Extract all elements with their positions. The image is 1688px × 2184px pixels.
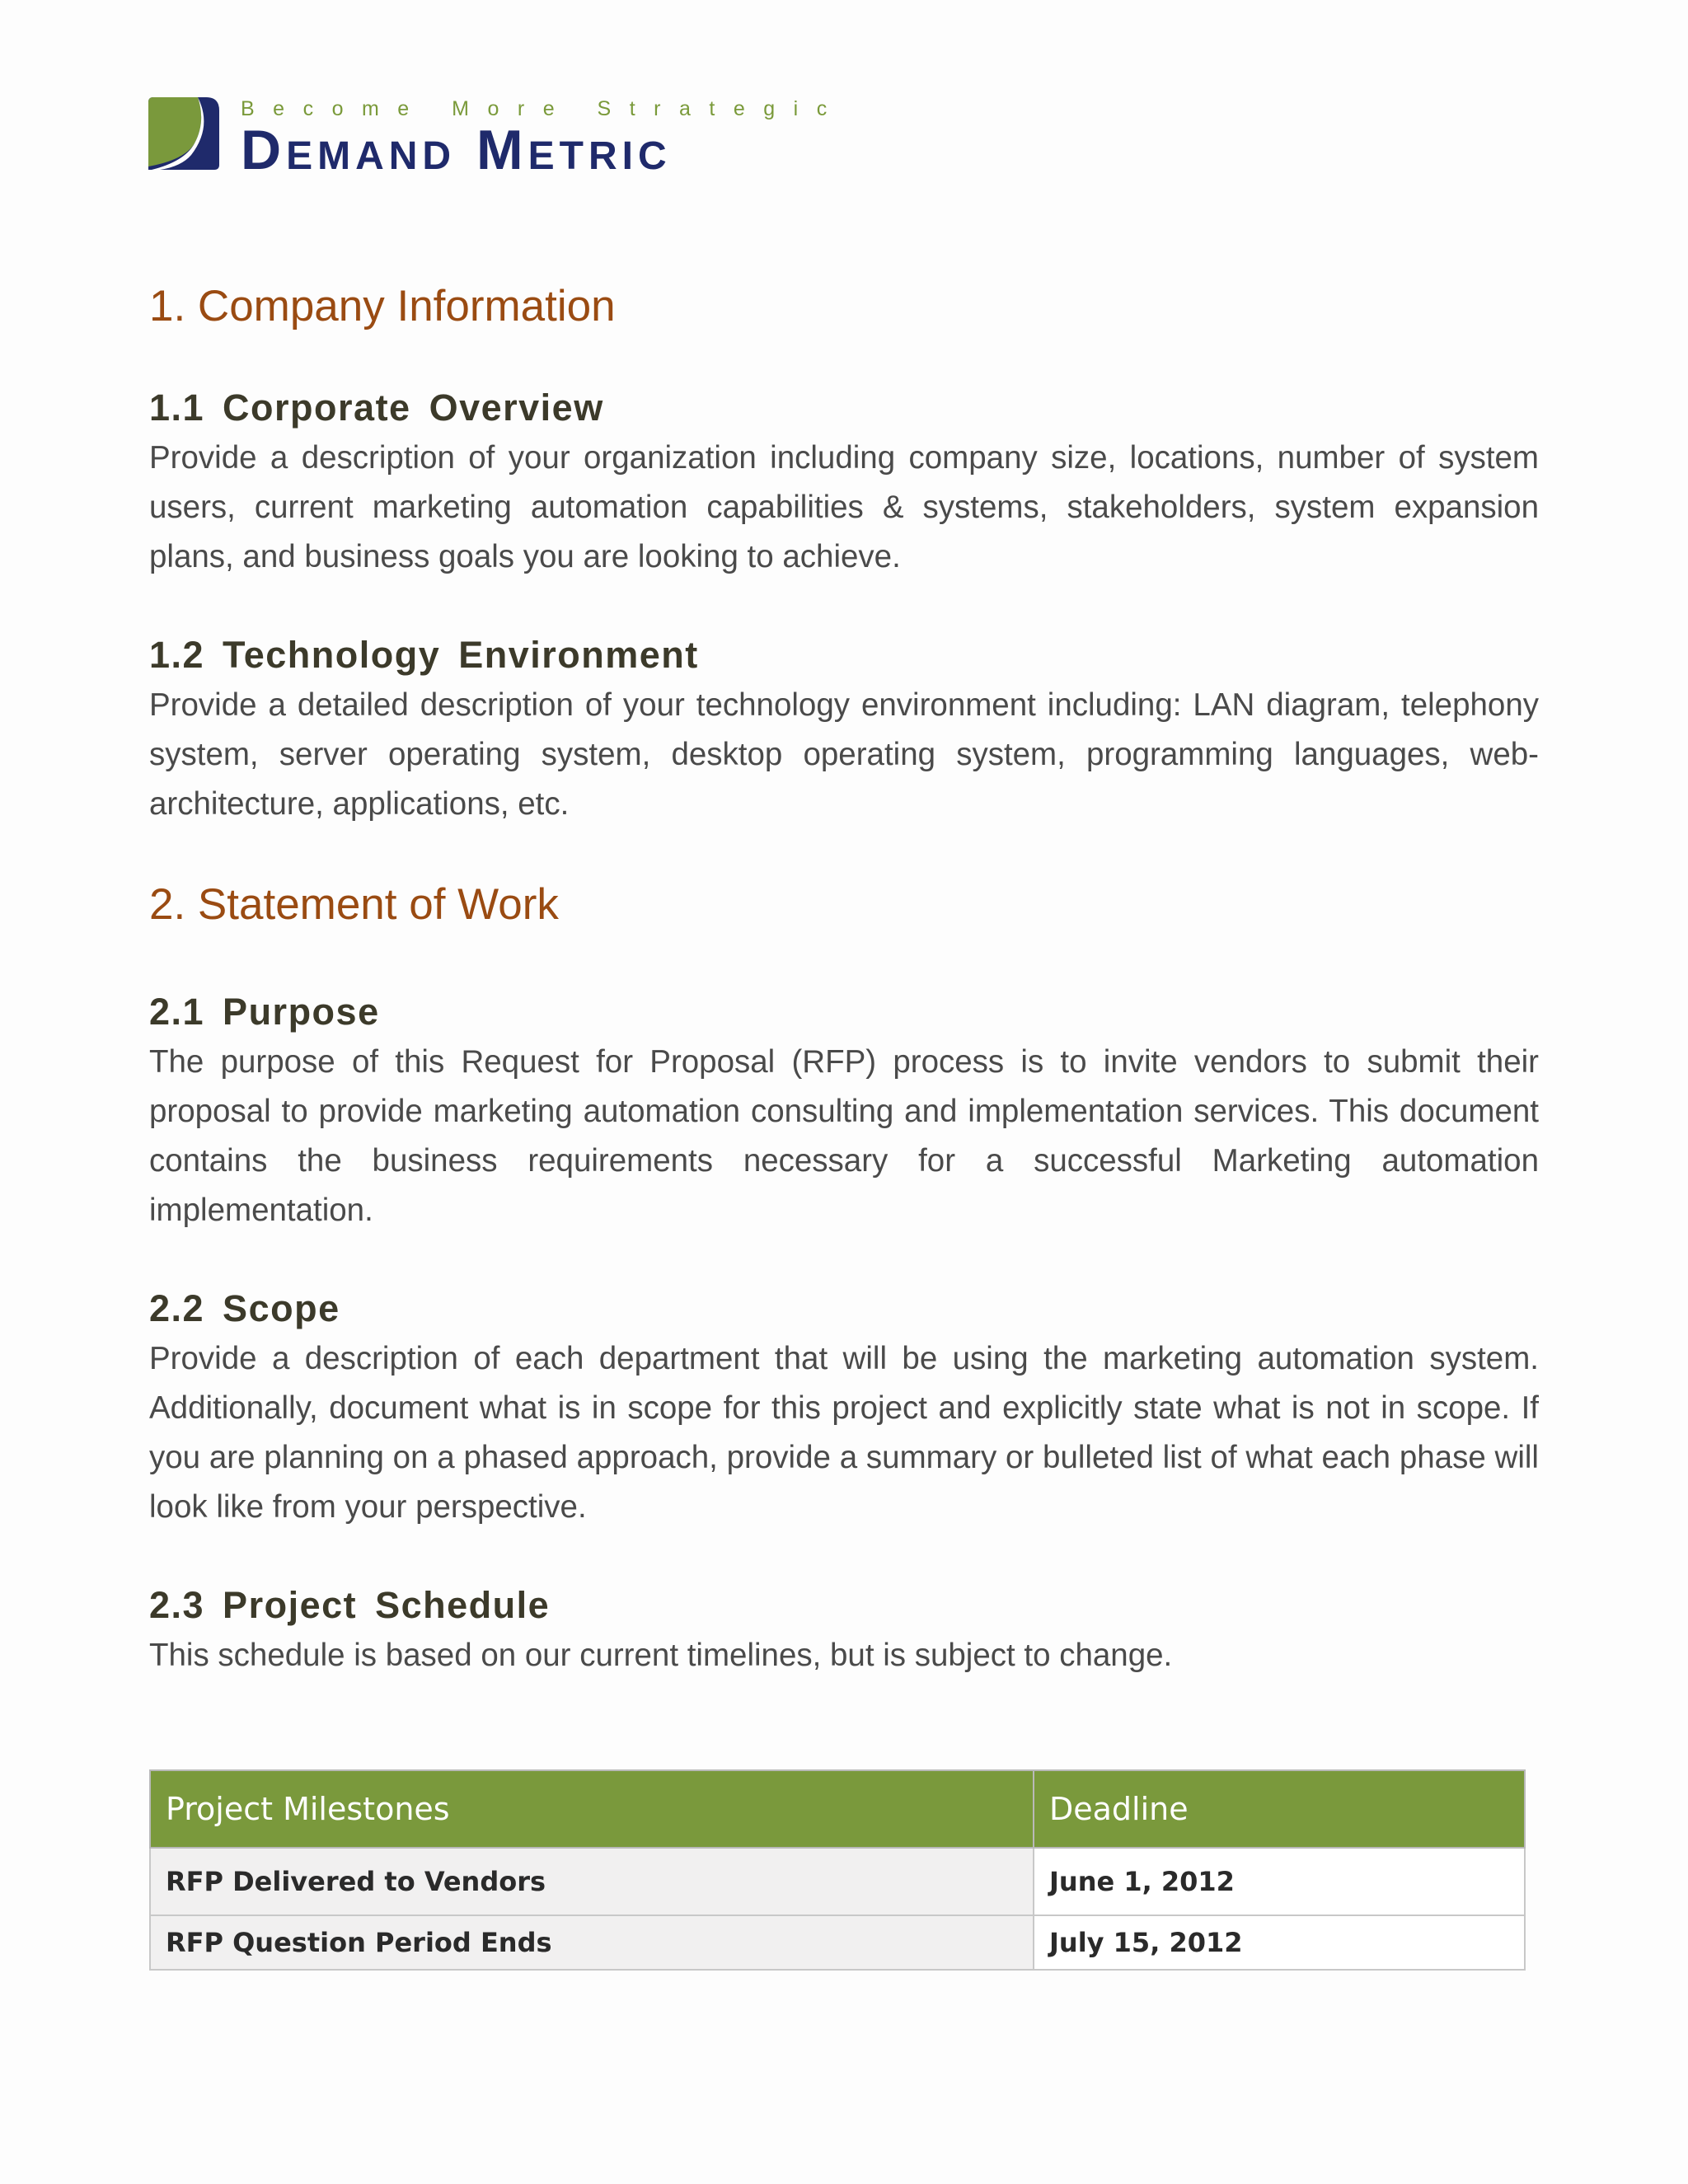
milestone-cell: RFP Question Period Ends [150,1915,1034,1970]
logo-wordmark: Demand Metric [241,119,672,181]
logo-tagline: Become More Strategic [241,97,846,120]
table-header-row [150,1770,1525,1848]
section-1-2-heading: 1.2 Technology Environment [149,633,699,676]
section-2-2-body: Provide a description of each department that will be using the marketing automation system. Additionally, document what is in scope for this project and explicitly state what is not in scope. If you are planning on a phased approach, provide a summary or bulleted list of what each phase will look like from your perspective. [149,1341,1539,1526]
section-1-title: 1. Company Information [149,282,616,330]
section-2-3-heading: 2.3 Project Schedule [149,1584,551,1627]
demand-metric-logo [148,97,846,181]
milestone-cell: RFP Delivered to Vendors [150,1848,1034,1915]
deadline-cell: June 1, 2012 [1034,1848,1525,1915]
section-2-3-body: This schedule is based on our current timelines, but is subject to change. [149,1638,1173,1674]
column-header-deadline: Deadline [1034,1770,1525,1848]
section-1-1-body: Provide a description of your organization including company size, locations, number of system users, current marketing automation capabilities & systems, stakeholders, system expansion plans, and business goals you are looking to achieve. [149,439,1539,574]
section-2-1-body: The purpose of this Request for Proposal (RFP) process is to invite vendors to submit their proposal to provide marketing automation consulting and implementation services. This document contains the business requirements necessary for a successful Marketing automation implementation. [149,1044,1539,1229]
section-1-2-body: Provide a detailed description of your technology environment including: LAN diagram, telephony system, server operating system, desktop operating system, programming languages, web-architecture, applications, etc. [149,687,1539,822]
section-2-title: 2. Statement of Work [149,879,559,929]
document-body [149,280,1539,1680]
project-schedule-table [149,1769,1526,1971]
section-2-2-heading: 2.2 Scope [149,1287,340,1330]
table-row [150,1915,1525,1970]
section-2-1-heading: 2.1 Purpose [149,991,380,1033]
deadline-cell: July 15, 2012 [1034,1915,1525,1970]
demand-metric-logo-icon [148,97,219,170]
section-1-1-heading: 1.1 Corporate Overview [149,386,604,429]
column-header-milestones: Project Milestones [150,1770,1034,1848]
table-row [150,1848,1525,1915]
